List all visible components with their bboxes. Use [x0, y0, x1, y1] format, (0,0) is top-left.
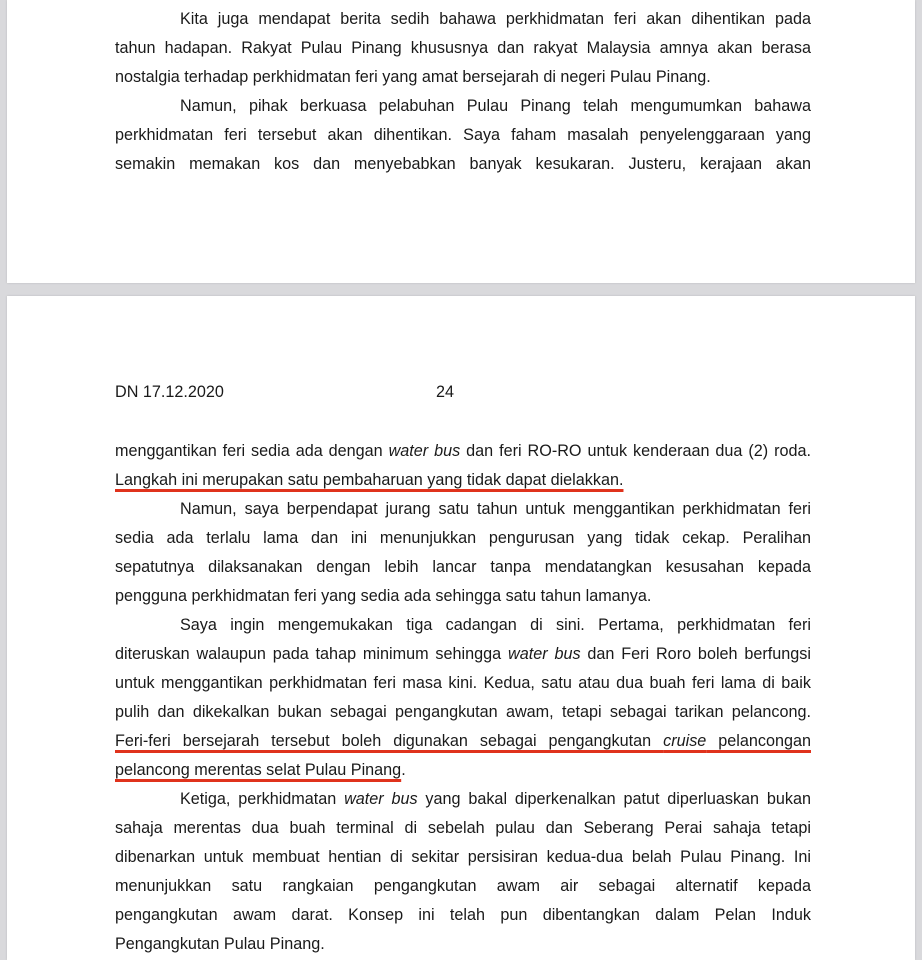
text-line: perkhidmatan feri tersebut akan dihentikan. Saya faham masalah penyelenggaraan yang	[115, 126, 811, 144]
highlighted-sentence	[115, 731, 811, 751]
text-line: sepatutnya dilaksanakan dengan lebih lancar tanpa mendatangkan kesusahan kepada	[115, 558, 811, 576]
highlighted-sentence	[115, 470, 811, 490]
text-line: sahaja merentas dua buah terminal di sebelah pulau dan Seberang Perai sahaja tetapi	[115, 819, 811, 837]
text-line: Saya ingin mengemukakan tiga cadangan di sini. Pertama, perkhidmatan feri	[180, 616, 811, 634]
text-line: dibenarkan untuk membuat hentian di sekitar persisiran kedua-dua belah Pulau Pinang. Ini	[115, 848, 811, 866]
red-underline-highlight: Feri-feri bersejarah tersebut boleh digunakan sebagai pengangkutan cruise pelancongan	[115, 732, 811, 750]
text-line: Pengangkutan Pulau Pinang.	[115, 935, 325, 953]
text-line: menunjukkan satu rangkaian pengangkutan awam air sebagai alternatif kepada	[115, 877, 811, 895]
page-header-date: DN 17.12.2020	[115, 383, 224, 401]
text-line: pengangkutan awam darat. Konsep ini telah pun dibentangkan dalam Pelan Induk	[115, 906, 811, 924]
highlighted-sentence: pelancong merentas selat Pulau Pinang.	[115, 761, 406, 779]
text-line: nostalgia terhadap perkhidmatan feri yang amat bersejarah di negeri Pulau Pinang.	[115, 68, 711, 86]
text-line: untuk menggantikan perkhidmatan feri masa kini. Kedua, satu atau dua buah feri lama di baik	[115, 674, 811, 692]
text-line: Namun, saya berpendapat jurang satu tahun untuk menggantikan perkhidmatan feri	[180, 500, 811, 518]
text-line: sedia ada terlalu lama dan ini menunjukkan pengurusan yang tidak cekap. Peralihan	[115, 529, 811, 547]
red-underline-highlight: Langkah ini merupakan satu pembaharuan yang tidak dapat dielakkan.	[115, 471, 624, 489]
text-line: pulih dan dikekalkan bukan sebagai pengangkutan awam, tetapi sebagai tarikan pelancong.	[115, 703, 811, 721]
text-line: Namun, pihak berkuasa pelabuhan Pulau Pinang telah mengumumkan bahawa	[180, 97, 811, 115]
text-line: semakin memakan kos dan menyebabkan banyak kesukaran. Justeru, kerajaan akan	[115, 155, 811, 173]
red-underline-highlight: pelancong merentas selat Pulau Pinang	[115, 761, 402, 779]
text-line: menggantikan feri sedia ada dengan water bus dan feri RO-RO untuk kenderaan dua (2) roda.	[115, 442, 811, 460]
page-number: 24	[436, 383, 455, 401]
text-line: Kita juga mendapat berita sedih bahawa perkhidmatan feri akan dihentikan pada	[180, 10, 811, 28]
text-line: tahun hadapan. Rakyat Pulau Pinang khususnya dan rakyat Malaysia amnya akan berasa	[115, 39, 811, 57]
text-line: pengguna perkhidmatan feri yang sedia ada sehingga satu tahun lamanya.	[115, 587, 652, 605]
document-page-bottom	[7, 296, 915, 960]
document-page-top	[7, 0, 915, 283]
text-line: Ketiga, perkhidmatan water bus yang bakal diperkenalkan patut diperluaskan bukan	[180, 790, 811, 808]
text-line: diteruskan walaupun pada tahap minimum sehingga water bus dan Feri Roro boleh berfungsi	[115, 645, 811, 663]
